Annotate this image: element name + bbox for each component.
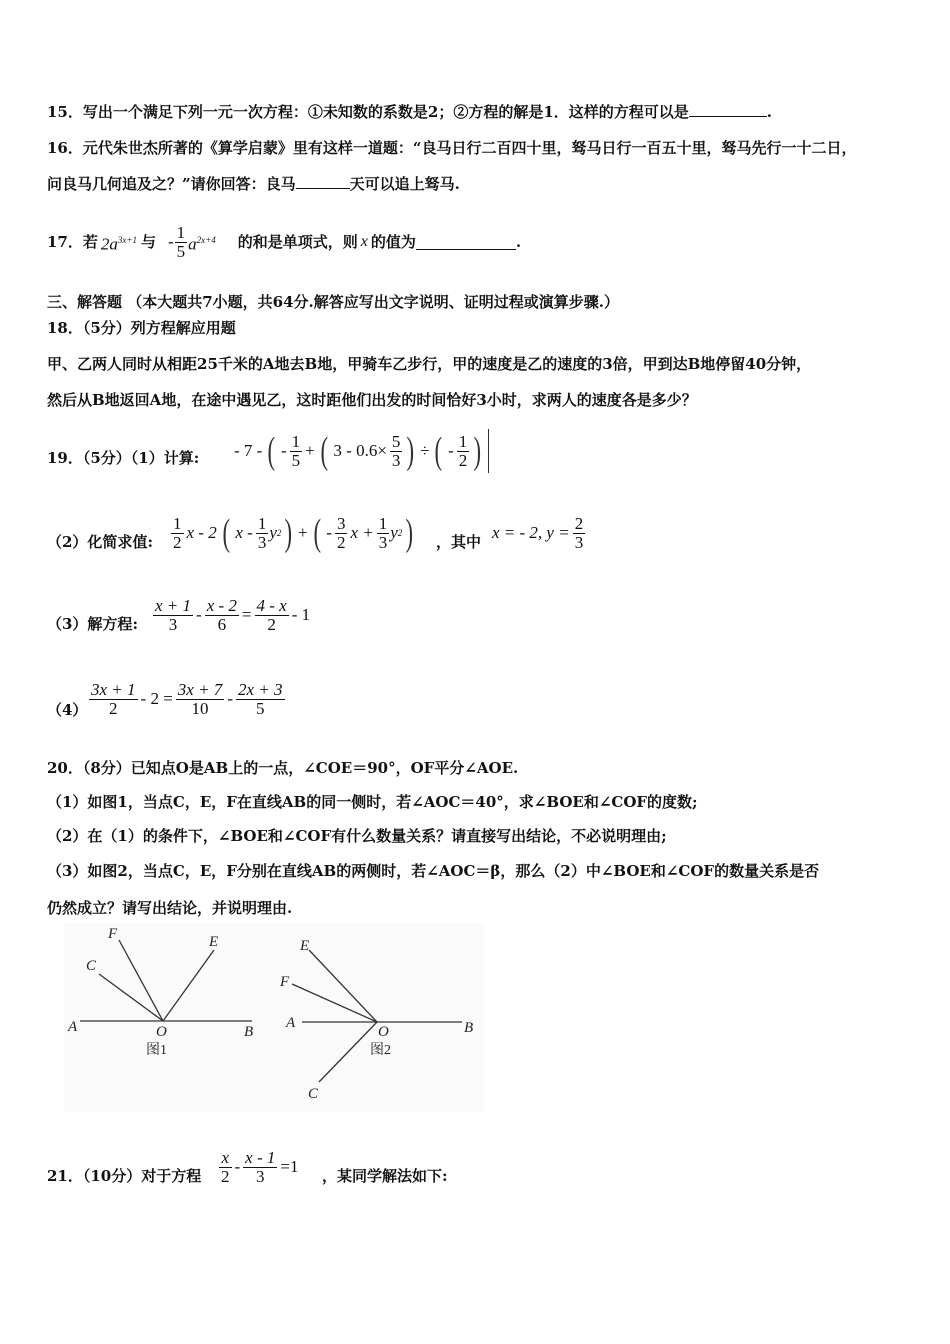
q15-answer-blank bbox=[689, 102, 767, 117]
fig2-label-F: F bbox=[280, 974, 290, 990]
q19-expression-1: - 7 - ( - $\frac{1}{5}$ + ( 3 - 0.6× $\frac{5}{3}$ ) ÷ ( - $\frac{1}{2}$ ) bbox=[232, 426, 492, 476]
question-16-line2: 问良马几何追及之？”请你回答：良马 天可以追上驽马. bbox=[47, 175, 460, 193]
q17-term2: $a^{2x+4}$ bbox=[188, 234, 216, 254]
q17-fraction: $\frac{1}{5}$ bbox=[176, 222, 186, 261]
question-18-line2: 然后从B地返回A地，在途中遇见乙，这时距他们出发的时间恰好3小时，求两人的速度各是多少？ bbox=[47, 391, 697, 409]
q19-expression-3: $\frac{x + 1}{3}$ - $\frac{x - 2}{6}$ = $\frac{4 - x}{2}$ - 1 bbox=[155, 595, 311, 634]
fig2-label-B: B bbox=[464, 1020, 474, 1036]
question-16-line1: 16．元代朱世杰所著的《算学启蒙》里有这样一道题：“良马日行二百四十里，驽马日行一百五十里，驽马先行一十二日， bbox=[47, 139, 857, 157]
q19-expression-2: $\frac{1}{2}$ x - 2 ( x - $\frac{1}{3}$ y 2 ) + ( - $\frac{3}{2}$ x + $\frac{1}{3}$ y 2 ) bbox=[173, 512, 414, 554]
q17-term1: $2a^{3x+1}$ bbox=[100, 234, 137, 254]
question-21-prefix: 21．（10分）对于方程 bbox=[47, 1167, 202, 1185]
q19-condition: x = - 2, y = $\frac{2}{3}$ bbox=[492, 513, 584, 552]
fig1-label-C: C bbox=[86, 958, 97, 974]
q19-part4-label: （4） bbox=[47, 701, 88, 719]
question-20-line1: 20．（8分）已知点O是AB上的一点，∠COE＝90°，OF平分∠AOE. bbox=[47, 759, 519, 777]
question-21-suffix: ，某同学解法如下: bbox=[322, 1167, 448, 1185]
question-20-line3: （2）在（1）的条件下，∠BOE和∠COF有什么数量关系？请直接写出结论，不必说明理由; bbox=[47, 827, 667, 845]
q21-equation: $\frac{x}{2}$ - $\frac{x - 1}{3}$ =1 bbox=[221, 1147, 299, 1186]
fig2-label-A: A bbox=[286, 1015, 296, 1031]
q16-answer-blank bbox=[296, 174, 350, 189]
q15-text: 15．写出一个满足下列一元一次方程：①未知数的系数是2；②方程的解是1．这样的方程可以是 bbox=[47, 103, 689, 121]
fig2-caption: 图2 bbox=[370, 1043, 391, 1058]
fig2-label-E: E bbox=[300, 938, 310, 954]
fig1-label-F: F bbox=[108, 926, 118, 942]
fig1-label-E: E bbox=[209, 934, 219, 950]
q20-figures bbox=[64, 922, 484, 1112]
question-15: 15．写出一个满足下列一元一次方程：①未知数的系数是2；②方程的解是1．这样的方程可以是 . bbox=[47, 103, 772, 121]
q19-expression-4: $\frac{3x + 1}{2}$ - 2 = $\frac{3x + 7}{10}$ - $\frac{2x + 3}{5}$ bbox=[91, 679, 283, 718]
q19-where: ，其中 bbox=[436, 533, 482, 551]
q19-part2-label: （2）化简求值: bbox=[47, 533, 153, 551]
q17-answer-blank bbox=[416, 235, 516, 250]
section-3-heading: 三、解答题 （本大题共7小题，共64分.解答应写出文字说明、证明过程或演算步骤.） bbox=[47, 293, 619, 311]
question-20-line2: （1）如图1，当点C，E，F在直线AB的同一侧时，若∠AOC＝40°，求∠BOE和∠COF的度数; bbox=[47, 793, 698, 811]
fig1-label-B: B bbox=[244, 1024, 254, 1040]
question-20-line5: 仍然成立？请写出结论，并说明理由. bbox=[47, 899, 293, 917]
fig1-caption: 图1 bbox=[146, 1043, 167, 1058]
fig2-label-C: C bbox=[308, 1086, 319, 1102]
figure-background bbox=[64, 922, 484, 1112]
fig1-label-O: O bbox=[156, 1024, 167, 1040]
question-20-line4: （3）如图2，当点C，E，F分别在直线AB的两侧时，若∠AOC＝β，那么（2）中∠BOE和∠COF的数量关系是否 bbox=[47, 862, 820, 880]
fig2-label-O: O bbox=[378, 1024, 389, 1040]
fig1-label-A: A bbox=[68, 1019, 78, 1035]
q19-part1-label: 19．（5分）（1）计算: bbox=[47, 449, 200, 467]
question-18-title: 18．（5分）列方程解应用题 bbox=[47, 319, 236, 337]
q19-part3-label: （3）解方程: bbox=[47, 615, 138, 633]
question-17: 17．若 $2a^{3x+1}$ 与 - $\frac{1}{5}$ $a^{2x+4}$ 的和是单项式，则 x 的值为 . bbox=[47, 222, 522, 261]
question-18-line1: 甲、乙两人同时从相距25千米的A地去B地，甲骑车乙步行，甲的速度是乙的速度的3倍，甲到达B地停留40分钟， bbox=[47, 355, 812, 373]
